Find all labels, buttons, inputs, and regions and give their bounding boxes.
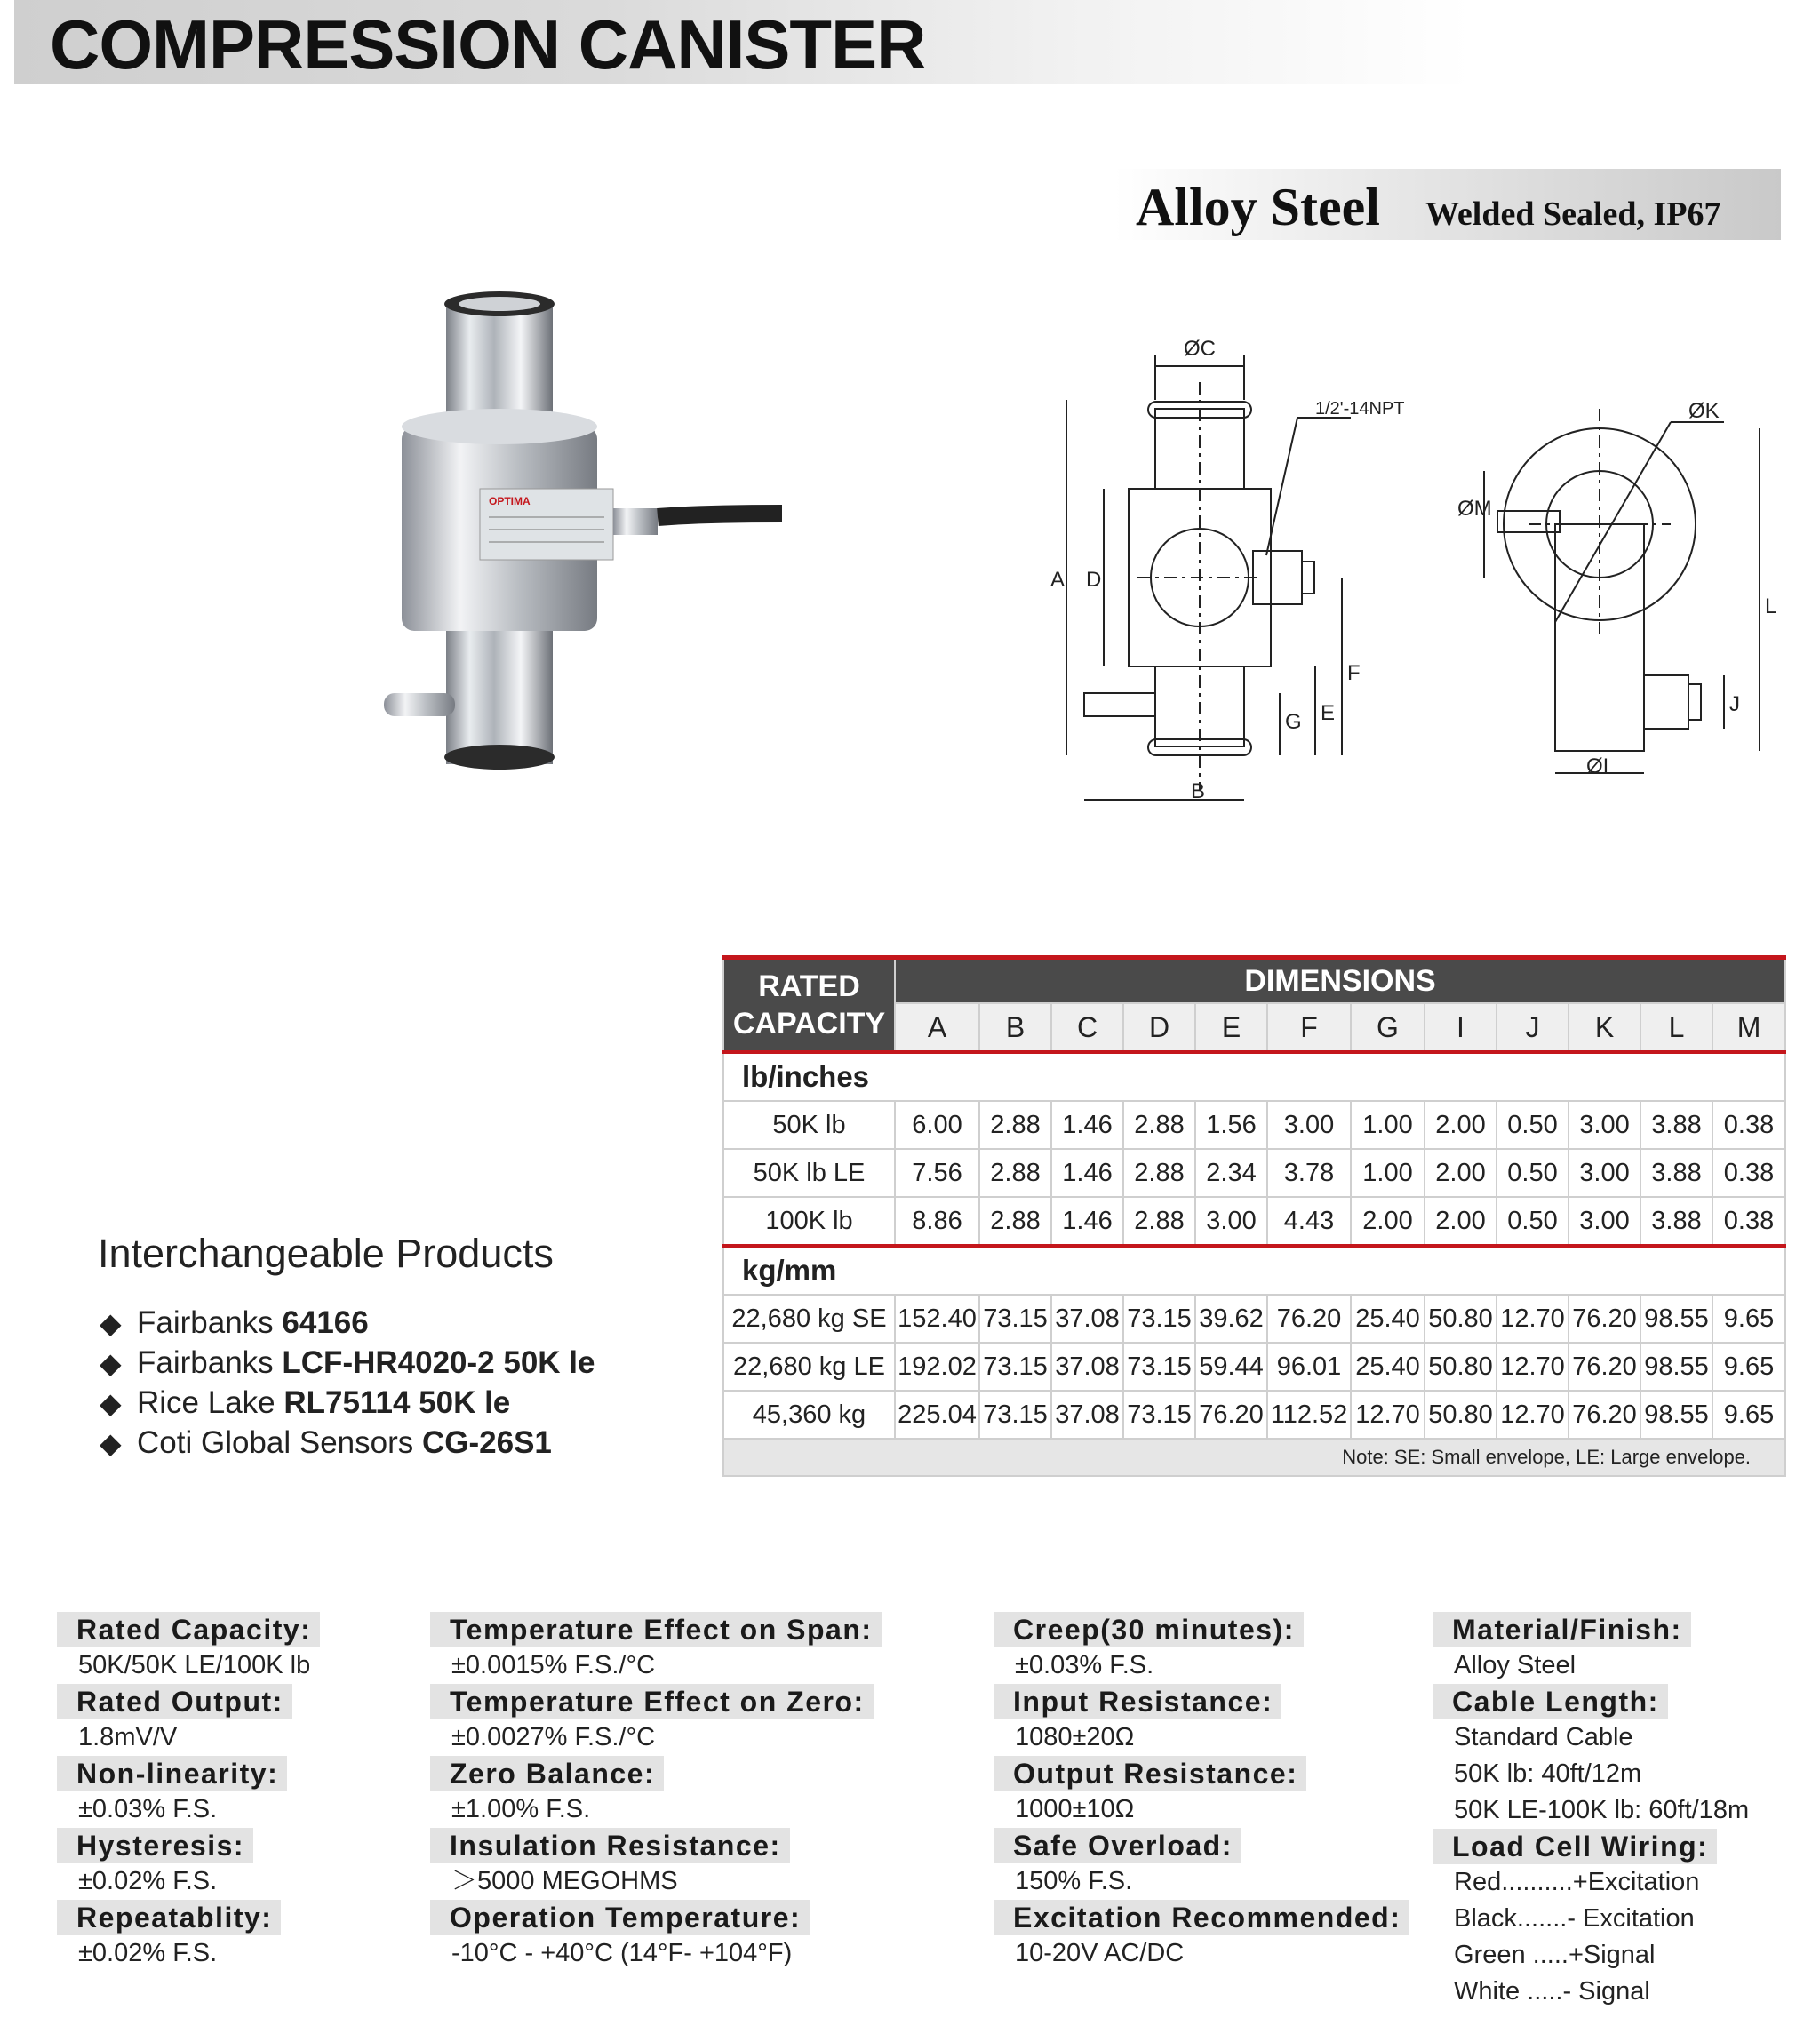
dimension-cell: 3.00 — [1569, 1101, 1640, 1149]
side-view — [1484, 409, 1760, 773]
dimension-cell: 98.55 — [1640, 1343, 1712, 1391]
spec-value: -10°C - +40°C (14°F- +104°F) — [451, 1939, 793, 1967]
dimension-cell: 2.00 — [1425, 1149, 1497, 1197]
dimension-cell: 73.15 — [979, 1295, 1051, 1343]
dimension-cell: 8.86 — [895, 1197, 979, 1246]
spec-value: ＞5000 MEGOHMS — [451, 1867, 678, 1895]
dimension-cell: 2.00 — [1351, 1197, 1425, 1246]
dimension-cell: 12.70 — [1497, 1391, 1569, 1439]
dimension-cell: 76.20 — [1569, 1343, 1640, 1391]
dimension-cell: 12.70 — [1497, 1295, 1569, 1343]
dimension-cell: 76.20 — [1267, 1295, 1351, 1343]
rows-lb — [723, 1101, 1785, 1246]
spec-value: Standard Cable — [1454, 1723, 1633, 1751]
dimension-cell: 76.20 — [1569, 1391, 1640, 1439]
capacity-cell: 22,680 kg SE — [723, 1295, 895, 1343]
model: LCF-HR4020-2 50K le — [282, 1345, 595, 1380]
dim-label-g: G — [1285, 710, 1302, 734]
dimension-cell: 3.00 — [1195, 1197, 1267, 1246]
spec-item — [1433, 1612, 1820, 1684]
dim-label-f: F — [1347, 661, 1361, 685]
spec-label: Repeatablity: — [57, 1900, 281, 1935]
spec-label: Temperature Effect on Span: — [430, 1612, 882, 1647]
column-header: B — [979, 1003, 1051, 1052]
dimension-cell: 9.65 — [1712, 1391, 1785, 1439]
diamond-bullet-icon: ◆ — [100, 1427, 122, 1459]
capacity-label: CAPACITY — [732, 1007, 886, 1041]
table-row — [723, 1149, 1785, 1197]
dimension-cell: 112.52 — [1267, 1391, 1351, 1439]
maker: Fairbanks — [137, 1305, 283, 1340]
dimension-cell: 12.70 — [1351, 1391, 1425, 1439]
dimension-cell: 2.88 — [1123, 1101, 1195, 1149]
product-photo — [364, 284, 782, 782]
spec-item — [994, 1756, 1491, 1828]
spec-label: Material/Finish: — [1433, 1612, 1691, 1647]
dimension-cell: 73.15 — [979, 1343, 1051, 1391]
spec-label: Operation Temperature: — [430, 1900, 810, 1935]
dim-label-c: ØC — [1184, 337, 1216, 361]
capacity-cell: 22,680 kg LE — [723, 1343, 895, 1391]
dimension-cell: 50.80 — [1425, 1343, 1497, 1391]
dim-label-npt: 1/2'-14NPT — [1315, 399, 1405, 419]
dimension-cell: 3.00 — [1569, 1197, 1640, 1246]
table-row — [723, 1197, 1785, 1246]
dimension-cell: 37.08 — [1051, 1343, 1123, 1391]
spec-column-2 — [430, 1612, 928, 1972]
spec-value: Red..........+Excitation — [1454, 1868, 1700, 1896]
bottom-cylinder — [446, 631, 553, 764]
diamond-bullet-icon: ◆ — [100, 1307, 122, 1339]
spec-item — [430, 1684, 928, 1756]
rated-capacity-header — [723, 958, 895, 1053]
dimension-cell: 3.88 — [1640, 1101, 1712, 1149]
column-header: M — [1712, 1003, 1785, 1052]
dim-label-j: J — [1729, 692, 1740, 716]
dimension-cell: 2.88 — [1123, 1149, 1195, 1197]
dimension-cell: 225.04 — [895, 1391, 979, 1439]
dimension-cell: 7.56 — [895, 1149, 979, 1197]
capacity-cell: 50K lb LE — [723, 1149, 895, 1197]
dimension-cell: 4.43 — [1267, 1197, 1351, 1246]
unit-row-kg: kg/mm — [723, 1246, 1785, 1295]
dimension-cell: 152.40 — [895, 1295, 979, 1343]
dimension-cell: 76.20 — [1569, 1295, 1640, 1343]
dimension-cell: 37.08 — [1051, 1391, 1123, 1439]
dimension-cell: 0.38 — [1712, 1101, 1785, 1149]
spec-label: Temperature Effect on Zero: — [430, 1684, 874, 1719]
unit-row-lb: lb/inches — [723, 1052, 1785, 1101]
dimension-cell: 3.88 — [1640, 1197, 1712, 1246]
spec-column-3 — [994, 1612, 1491, 1972]
spec-label: Non-linearity: — [57, 1756, 287, 1791]
spec-label: Rated Output: — [57, 1684, 292, 1719]
spec-value: Black.......- Excitation — [1454, 1904, 1695, 1933]
dimension-cell: 2.34 — [1195, 1149, 1267, 1197]
maker: Rice Lake — [137, 1385, 284, 1420]
dim-label-b: B — [1191, 779, 1206, 803]
spec-value: White .....- Signal — [1454, 1977, 1650, 2006]
spec-value: 50K lb: 40ft/12m — [1454, 1759, 1642, 1788]
bottom-oring — [444, 745, 555, 770]
dimension-cell: 2.00 — [1425, 1101, 1497, 1149]
interchangeable-list — [100, 1303, 595, 1463]
spec-item — [1433, 1829, 1820, 2010]
dimension-cell: 37.08 — [1051, 1295, 1123, 1343]
spec-item — [994, 1684, 1491, 1756]
spec-value: ±0.03% F.S. — [78, 1795, 218, 1823]
dimension-cell: 0.50 — [1497, 1101, 1569, 1149]
dimension-cell: 3.00 — [1267, 1101, 1351, 1149]
dimension-cell: 0.38 — [1712, 1197, 1785, 1246]
spec-value: ±1.00% F.S. — [451, 1795, 591, 1823]
table-row — [723, 1343, 1785, 1391]
rated-label: RATED — [758, 969, 860, 1003]
spec-label: Safe Overload: — [994, 1828, 1241, 1863]
model: RL75114 50K le — [283, 1385, 511, 1420]
dimension-cell: 2.00 — [1425, 1197, 1497, 1246]
rows-kg — [723, 1295, 1785, 1439]
dimension-cell: 9.65 — [1712, 1295, 1785, 1343]
column-header: F — [1267, 1003, 1351, 1052]
spec-item — [994, 1900, 1491, 1972]
connector — [613, 508, 658, 535]
dimension-cell: 73.15 — [1123, 1391, 1195, 1439]
model: 64166 — [282, 1305, 369, 1340]
dimension-cell: 59.44 — [1195, 1343, 1267, 1391]
capacity-cell: 50K lb — [723, 1101, 895, 1149]
dimension-cell: 25.40 — [1351, 1295, 1425, 1343]
spec-item — [994, 1612, 1491, 1684]
spec-value: ±0.03% F.S. — [1015, 1651, 1154, 1679]
front-view — [1066, 355, 1351, 800]
spec-value: 150% F.S. — [1015, 1867, 1133, 1895]
table-note: Note: SE: Small envelope, LE: Large envelope. — [723, 1439, 1785, 1476]
dimension-cell: 12.70 — [1497, 1343, 1569, 1391]
spec-value: 1.8mV/V — [78, 1723, 178, 1751]
spec-value: 1000±10Ω — [1015, 1795, 1135, 1823]
table-row — [723, 1101, 1785, 1149]
spec-value: Green .....+Signal — [1454, 1941, 1656, 1969]
spec-value: 50K LE-100K lb: 60ft/18m — [1454, 1796, 1750, 1824]
column-header: I — [1425, 1003, 1497, 1052]
dimension-cell: 73.15 — [979, 1391, 1051, 1439]
dim-label-e: E — [1321, 701, 1336, 725]
dim-label-i: ØI — [1586, 754, 1609, 778]
spec-item — [1433, 1684, 1820, 1829]
spec-label: Hysteresis: — [57, 1828, 253, 1863]
column-header: E — [1195, 1003, 1267, 1052]
table-row — [723, 1391, 1785, 1439]
dim-label-d: D — [1086, 568, 1102, 592]
dimension-cell: 98.55 — [1640, 1391, 1712, 1439]
dimension-cell: 2.88 — [979, 1101, 1051, 1149]
table-row — [723, 1295, 1785, 1343]
maker: Fairbanks — [137, 1345, 283, 1380]
technical-drawing — [1049, 329, 1795, 818]
spec-column-4 — [1433, 1612, 1820, 2010]
dim-label-a: A — [1050, 568, 1066, 592]
diamond-bullet-icon: ◆ — [100, 1347, 122, 1379]
dimension-cell: 1.46 — [1051, 1149, 1123, 1197]
column-header: G — [1351, 1003, 1425, 1052]
dimension-cell: 1.46 — [1051, 1101, 1123, 1149]
dimension-cell: 0.50 — [1497, 1149, 1569, 1197]
spec-label: Input Resistance: — [994, 1684, 1281, 1719]
dimension-cell: 3.88 — [1640, 1149, 1712, 1197]
dimension-cell: 98.55 — [1640, 1295, 1712, 1343]
anti-rotation-pin — [384, 693, 455, 716]
list-item — [100, 1423, 595, 1463]
spec-label: Creep(30 minutes): — [994, 1612, 1304, 1647]
column-header: L — [1640, 1003, 1712, 1052]
spec-label: Cable Length: — [1433, 1684, 1668, 1719]
spec-label: Zero Balance: — [430, 1756, 664, 1791]
interchangeable-title: Interchangeable Products — [98, 1231, 554, 1276]
spec-value: ±0.0027% F.S./°C — [451, 1723, 656, 1751]
spec-item — [994, 1828, 1491, 1900]
dim-label-l: L — [1765, 594, 1777, 618]
spec-label: Excitation Recommended: — [994, 1900, 1409, 1935]
dimension-cell: 73.15 — [1123, 1295, 1195, 1343]
material-sealing: Welded Sealed, IP67 — [1425, 195, 1721, 233]
dimension-cell: 50.80 — [1425, 1391, 1497, 1439]
dimension-cell: 6.00 — [895, 1101, 979, 1149]
dimension-cell: 76.20 — [1195, 1391, 1267, 1439]
dimension-cell: 3.78 — [1267, 1149, 1351, 1197]
dimension-cell: 0.50 — [1497, 1197, 1569, 1246]
dimension-cell: 1.00 — [1351, 1101, 1425, 1149]
spec-value: 50K/50K LE/100K lb — [78, 1651, 311, 1679]
column-header: C — [1051, 1003, 1123, 1052]
column-header: K — [1569, 1003, 1640, 1052]
dimensions-table — [722, 955, 1786, 1477]
list-item — [100, 1343, 595, 1383]
list-item — [100, 1303, 595, 1343]
dim-label-k: ØK — [1688, 399, 1720, 423]
dimension-cell: 50.80 — [1425, 1295, 1497, 1343]
dimension-cell: 1.56 — [1195, 1101, 1267, 1149]
maker: Coti Global Sensors — [137, 1425, 422, 1460]
capacity-cell: 100K lb — [723, 1197, 895, 1246]
dimension-cell: 96.01 — [1267, 1343, 1351, 1391]
material-name: Alloy Steel — [1136, 178, 1380, 236]
column-header: J — [1497, 1003, 1569, 1052]
spec-value: Alloy Steel — [1454, 1651, 1577, 1679]
dim-label-m: ØM — [1457, 497, 1492, 521]
dimension-cell: 192.02 — [895, 1343, 979, 1391]
cable — [658, 514, 782, 517]
spec-item — [430, 1756, 928, 1828]
dimensions-header: DIMENSIONS — [895, 958, 1785, 1004]
spec-value: 1080±20Ω — [1015, 1723, 1135, 1751]
dimension-cell: 0.38 — [1712, 1149, 1785, 1197]
dimension-cell: 9.65 — [1712, 1343, 1785, 1391]
spec-item — [430, 1900, 928, 1972]
page-title: COMPRESSION CANISTER — [50, 5, 926, 84]
logo: OPTIMA — [489, 495, 531, 507]
column-header: D — [1123, 1003, 1195, 1052]
model: CG-26S1 — [421, 1425, 552, 1460]
spec-value: 10-20V AC/DC — [1015, 1939, 1185, 1967]
column-header: A — [895, 1003, 979, 1052]
dimension-cell: 39.62 — [1195, 1295, 1267, 1343]
dimension-cell: 1.46 — [1051, 1197, 1123, 1246]
dimension-cell: 2.88 — [979, 1197, 1051, 1246]
diamond-bullet-icon: ◆ — [100, 1387, 122, 1419]
dimension-cell: 1.00 — [1351, 1149, 1425, 1197]
spec-value: ±0.02% F.S. — [78, 1939, 218, 1967]
spec-label: Load Cell Wiring: — [1433, 1829, 1717, 1864]
spec-value: ±0.0015% F.S./°C — [451, 1651, 656, 1679]
capacity-cell: 45,360 kg — [723, 1391, 895, 1439]
spec-item — [430, 1828, 928, 1900]
spec-value: ±0.02% F.S. — [78, 1867, 218, 1895]
list-item — [100, 1383, 595, 1423]
dimension-cell: 25.40 — [1351, 1343, 1425, 1391]
dimension-cell: 73.15 — [1123, 1343, 1195, 1391]
dimension-cell: 2.88 — [979, 1149, 1051, 1197]
spec-label: Output Resistance: — [994, 1756, 1306, 1791]
spec-label: Rated Capacity: — [57, 1612, 320, 1647]
spec-item — [430, 1612, 928, 1684]
dimension-cell: 2.88 — [1123, 1197, 1195, 1246]
spec-label: Insulation Resistance: — [430, 1828, 790, 1863]
dimension-cell: 3.00 — [1569, 1149, 1640, 1197]
